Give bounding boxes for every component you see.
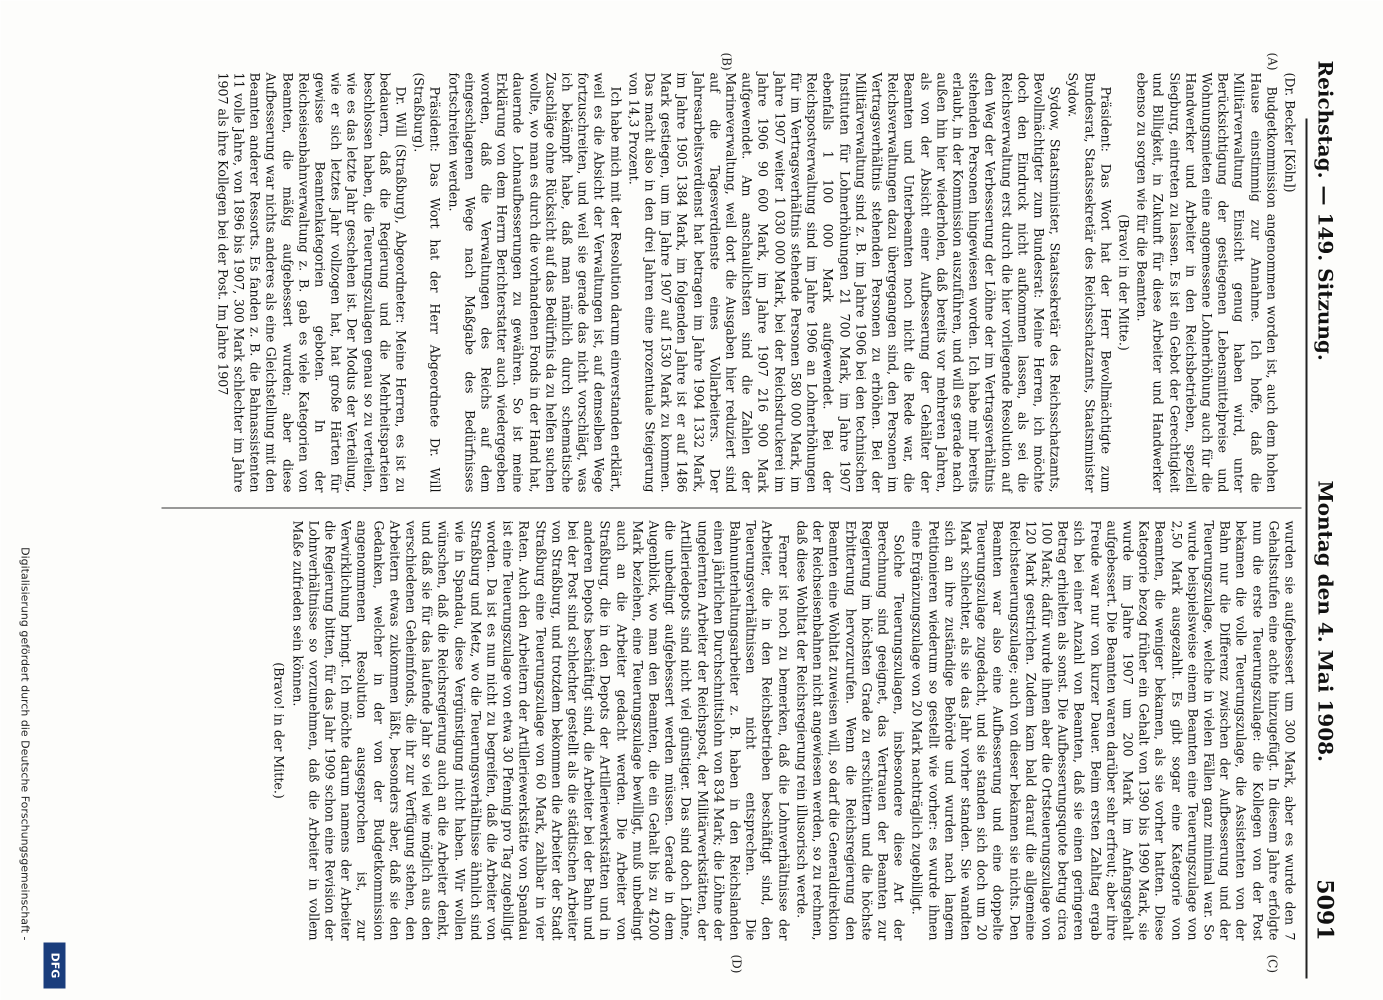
applause-note: (Bravo! in der Mitte.): [271, 661, 287, 799]
page-number: 5091: [1311, 878, 1337, 940]
digitization-credit: Digitalisierung gefördert durch die Deutsche Forschungsgemeinschaft -: [18, 546, 31, 940]
page-header: [1311, 60, 1337, 940]
column-divider: [161, 507, 1301, 508]
margin-marker-c: (C): [1265, 954, 1279, 973]
paragraph: Dr. Will (Straßburg), Abgeordneter: Meine Herren, es ist zu bedauern, daß die Regierung und die Mehrheitsparteien beschlossen haben, die Teuerungszulagen genau so zu verteilen, wie es das letzte Jahr geschehen ist. Der Modus der Verteilung, wie er sich letztes Jahr vollzogen hat, hat große Härten für gewisse Beamtenkategorien geboten. In der Reichseisenbahnverwaltung z. B. gab es viele Kategorien von Beamten, die mäßig aufgebessert wurden; aber diese Aufbesserung war nichts anderes als eine Gleichstellung mit den Beamten anderer Ressorts. Es fanden z. B. die Bahnassistenten 11 volle Jahre, von 1896 bis 1907, 300 Mark schlechter im Jahre 1907 als ihre Kollegen bei der Post. Im Jahre 1907: [214, 72, 409, 492]
paragraph: Ich habe mich mit der Resolution darum einverstanden erklärt, weil es die Absicht der Verwaltungen ist, auf demselben Wege fortzuschreiten, und weil sie gerade das nicht vorschlägt, was ich bekämpft habe, daß man nämlich durch schematische Zuschläge ohne Rücksicht auf das Bedürfnis da zu helfen suchen wollte, wo man es durch die vorhandenen Fonds in der Hand hat, dauernde Lohnaufbesserungen zu gewähren. So ist meine Erklärung von dem Herrn Berichterstatter auch wiedergegeben worden, daß die Verwaltungen des Reichs auf dem eingeschlagenen Wege nach Maßgabe des Bedürfnisses fortschreiten werden.: [445, 72, 623, 492]
header-rule: [1305, 118, 1307, 978]
header-session: Reichstag. — 149. Sitzung.: [1313, 60, 1337, 361]
header-date: Montag den 4. Mai 1908.: [1313, 480, 1337, 762]
paragraph: Budgetkommission angenommen worden ist, auch dem hohen Hause einstimmig zur Annahme. Ich hoffe, daß die Militärverwaltung Einsicht genug haben wird, unter Berücksichtigung der gestiegenen Lebensmittelpreise und Wohnungsmieten eine angemessene Lohnerhöhung auch für die Handwerker und Arbeiter in den Reichsbetrieben, speziell Siegburg, eintreten zu lassen. Es ist ein Gebot der Gerechtigkeit und Billigkeit, in Zukunft für diese Arbeiter und Handwerker ebenso zu sorgen wie für die Beamten.: [1134, 72, 1279, 492]
speaker-continuation: (Dr. Becker [Köln]): [1282, 72, 1297, 193]
margin-marker-b: (B): [719, 52, 733, 71]
paragraph: Präsident: Das Wort hat der Herr Abgeordnete Dr. Will (Straßburg).: [411, 72, 443, 492]
margin-marker-d: (D): [729, 954, 743, 973]
paragraph: Solche Teuerungszulagen, insbesondere diese Art der Berechnung sind geeignet, das Vertrauen der Beamten zur Regierung im höchsten Grade zu erschüttern und die höchste Erbitterung hervorzurufen. Wenn die Reichsregierung den Beamten eine Wohltat zuweisen will, so darf die Generaldirektion der Reichseisenbahnen nicht angewiesen werden, so zu rechnen, daß diese Wohltat der Reichsregierung rein illusorisch werde.: [793, 520, 907, 940]
paragraph: Ferner ist noch zu bemerken, daß die Lohnverhältnisse der Arbeiter, die in den Reichsbetrieben beschäftigt sind, den Teuerungsverhältnissen nicht entsprechen. Die Bahnunterhaltungsarbeiter z. B. haben in den Reichslanden einen jährlichen Durchschnittslohn von 834 Mark; die Löhne der ungelernten Arbeiter der Reichspost, der Militärwerkstätten, der Artilleriedepots sind nicht viel günstiger. Das sind doch Löhne, die unbedingt aufgebessert werden müssen. Gerade in dem Augenblick, wo man den Beamten, die ein Gehalt bis zu 4200 Mark beziehen, eine Teuerungszulage bewilligt, muß unbedingt auch an die Arbeiter gedacht werden. Die Arbeiter von Straßburg, die in den Depots der Artilleriewerkstätten und in anderen Depots beschäftigt sind, die Arbeiter bei der Bahn und bei der Post sind schlechter gestellt als die städtischen Arbeiter von Straßburg, und trotzdem bekommen die Arbeiter der Stadt Straßburg eine Teuerungszulage von 60 Mark, zahlbar in vier Raten. Auch den Arbeitern der Artilleriewerkstätte von Spandau ist eine Teuerungszulage von etwa 30 Pfennig pro Tag zugebilligt worden. Da ist es nun nicht zu begreifen, daß die Arbeiter von Straßburg und Metz, wo die Teuerungsverhältnisse ähnlich sind wie in Spandau, diese Vergünstigung nicht haben. Wir wollen wünschen, daß die Reichsregierung auch an die Arbeiter denkt, und daß sie für das laufende Jahr so viel wie möglich aus den verschiedenen Geheimfonds, die ihr zur Verfügung stehen, den Arbeitern etwas zukommen läßt, besonders aber, daß sie den Gedanken, welcher in der von der Budgetkommission angenommenen Resolution ausgesprochen ist, zur Verwirklichung bringt. Ich möchte darum namens der Arbeiter die Regierung bitten, für das Jahr 1909 schon eine Revision der Lohnverhältnisse so vorzunehmen, daß die Arbeiter in vollem Maße zufrieden sein können.: [289, 520, 791, 940]
applause-note: (Bravo! in der Mitte.): [1115, 213, 1131, 351]
paragraph: wurden sie aufgebessert um 300 Mark, aber es wurde den 7 Gehaltsstufen eine achte hinzugefügt. In diesem Jahre erfolgte nun die erste Teuerungszulage: die Kollegen von der Post bekamen die volle Teuerungszulage, die Assistenten von der Bahn nur die Differenz zwischen der Aufbesserung und der Teuerungszulage, welche in vielen Fällen ganz minimal war. So wurde beispielsweise einem Beamten eine Teuerungszulage von 2,50 Mark ausgezahlt. Es gibt sogar eine Kategorie von Beamten, die weniger bekamen, als sie vorher hatten. Diese Kategorie bezog früher ein Gehalt von 1390 bis 1990 Mark, sie wurde im Jahre 1907 um 200 Mark im Anfangsgehalt aufgebessert. Die Beamten waren darüber sehr erfreut; aber ihre Freude war nur von kurzer Dauer. Beim ersten Zahltag ergab sich bei einer Anzahl von Beamten, daß sie einen geringeren Betrag erhielten als sonst. Die Aufbesserungsquote betrug circa 100 Mark; dafür wurde ihnen aber die Ortsteuerungszulage von 120 Mark gestrichen. Zudem kam bald darauf die allgemeine Reichsteuerungszulage; auch von dieser bekamen sie nichts. Den Beamten war also eine Aufbesserung und eine doppelte Teuerungszulage zugedacht, und sie standen sich doch um 20 Mark schlechter, als sie das Jahr vorher standen. Sie wandten sich an ihre zuständige Behörde und wurden nach langem Petitionieren wiederum so gestellt wie vorher: es wurde ihnen eine Ergänzungszulage von 20 Mark nachträglich zugebilligt.: [909, 520, 1297, 940]
paragraph: Sydow, Staatsminister, Staatssekretär des Reichsschatzamts, Bevollmächtigter zum Bundesrat: Meine Herren, ich möchte doch den Eindruck nicht aufkommen lassen, als sei die Reichsverwaltung erst durch die hier vorliegende Resolution auf den Weg der Verbesserung der Löhne der im Vertragsverhältnis stehenden Personen hingewiesen worden. Ich habe mir bereits erlaubt, in der Kommission auszuführen, und will es gerade nach außen hin hier wiederholen, daß bereits vor mehreren Jahren, als von der Absicht einer Aufbesserung der Gehälter der Beamten und Unterbeamten noch nicht die Rede war, die Reichsverwaltungen dazu übergegangen sind, den Personen im Vertragsverhältnis stehenden Personen zu erhöhen. Bei der Militärverwaltung sind z. B. im Jahre 1906 bei den technischen Instituten für Lohnerhöhungen 21 700 Mark, im Jahre 1907 ebenfalls 1 100 000 Mark aufgewendet. Bei der Reichspostverwaltung sind im Jahre 1906 an Lohnerhöhungen für im Vertragsverhältnis stehende Personen 580 000 Mark, im Jahre 1907 weiter 1 030 000 Mark, bei der Reichsdruckerei im Jahre 1906 90 600 Mark, im Jahre 1907 216 900 Mark aufgewendet. Am anschaulichsten sind die Zahlen der Marineverwaltung, weil dort die Ausgaben hier reduziert sind auf die Tagesverdienste eines Vollarbeiters. Der Jahresarbeitsverdienst hat betragen im Jahre 1904 1332 Mark, im Jahre 1905 1384 Mark, im folgenden Jahre ist er auf 1486 Mark gestiegen, um im Jahre 1907 auf 1530 Mark zu kommen. Das macht also in den drei Jahren eine prozentuale Steigerung von 14,3 Prozent.: [625, 72, 1063, 492]
margin-marker-a: (A): [1265, 52, 1279, 71]
left-column: [212, 72, 1297, 492]
dfg-logo: DFG: [43, 942, 65, 988]
right-column: [268, 520, 1297, 940]
paragraph: Präsident: Das Wort hat der Herr Bevollmächtigte zum Bundesrat, Staatssekretär des Reichsschatzamts, Staatsminister Sydow.: [1065, 72, 1113, 492]
